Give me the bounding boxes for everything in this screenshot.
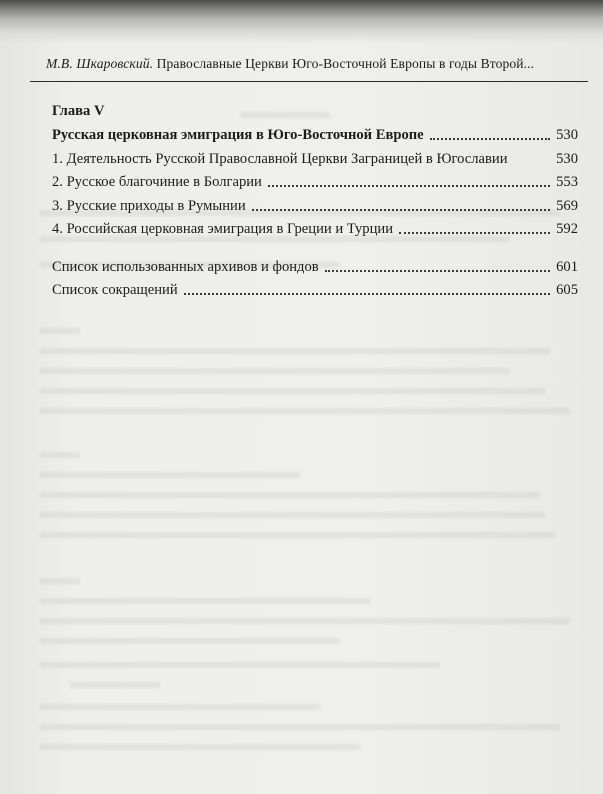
toc-entry [52,195,578,215]
toc-entry-page: 601 [556,259,578,275]
header-rule [30,81,588,82]
toc-entry-page: 530 [556,127,578,143]
toc-entry-title: 1. Деятельность Русской Православной Церкви Заграницей в Югославии [52,151,508,167]
toc-entry [52,148,578,168]
dot-leader [430,138,550,140]
toc-entry-title: 2. Русское благочиние в Болгарии [52,174,262,190]
toc-entry-title: 4. Российская церковная эмиграция в Греции и Турции [52,221,394,237]
running-header [46,56,576,72]
toc-entry [52,279,578,299]
toc-entry-page: 569 [556,198,578,214]
dot-leader [399,232,550,234]
dot-leader [184,293,550,295]
page-top-shadow [0,0,603,44]
toc-entry-page: 592 [556,221,578,237]
dot-leader [325,270,550,272]
toc-entry [52,218,578,238]
toc-entry-page: 530 [556,151,578,167]
toc-entry-title: 3. Русские приходы в Румынии [52,198,246,214]
header-title: Православные Церкви Юго-Восточной Европы в годы Второй... [153,56,535,71]
toc-entry-page: 605 [556,282,578,298]
header-author: М.В. Шкаровский. [46,56,154,71]
dot-leader [268,185,550,187]
dot-leader [252,209,550,211]
toc-entry-title: Русская церковная эмиграция в Юго-Восточной Европе [52,127,424,143]
toc-entry [52,171,578,191]
toc-entry [52,124,578,144]
chapter-label: Глава V [52,103,105,119]
toc-entry [52,256,578,276]
toc-entry-page: 553 [556,174,578,190]
toc-entry-title: Список использованных архивов и фондов [52,259,319,275]
toc-entry-title: Список сокращений [52,282,178,298]
